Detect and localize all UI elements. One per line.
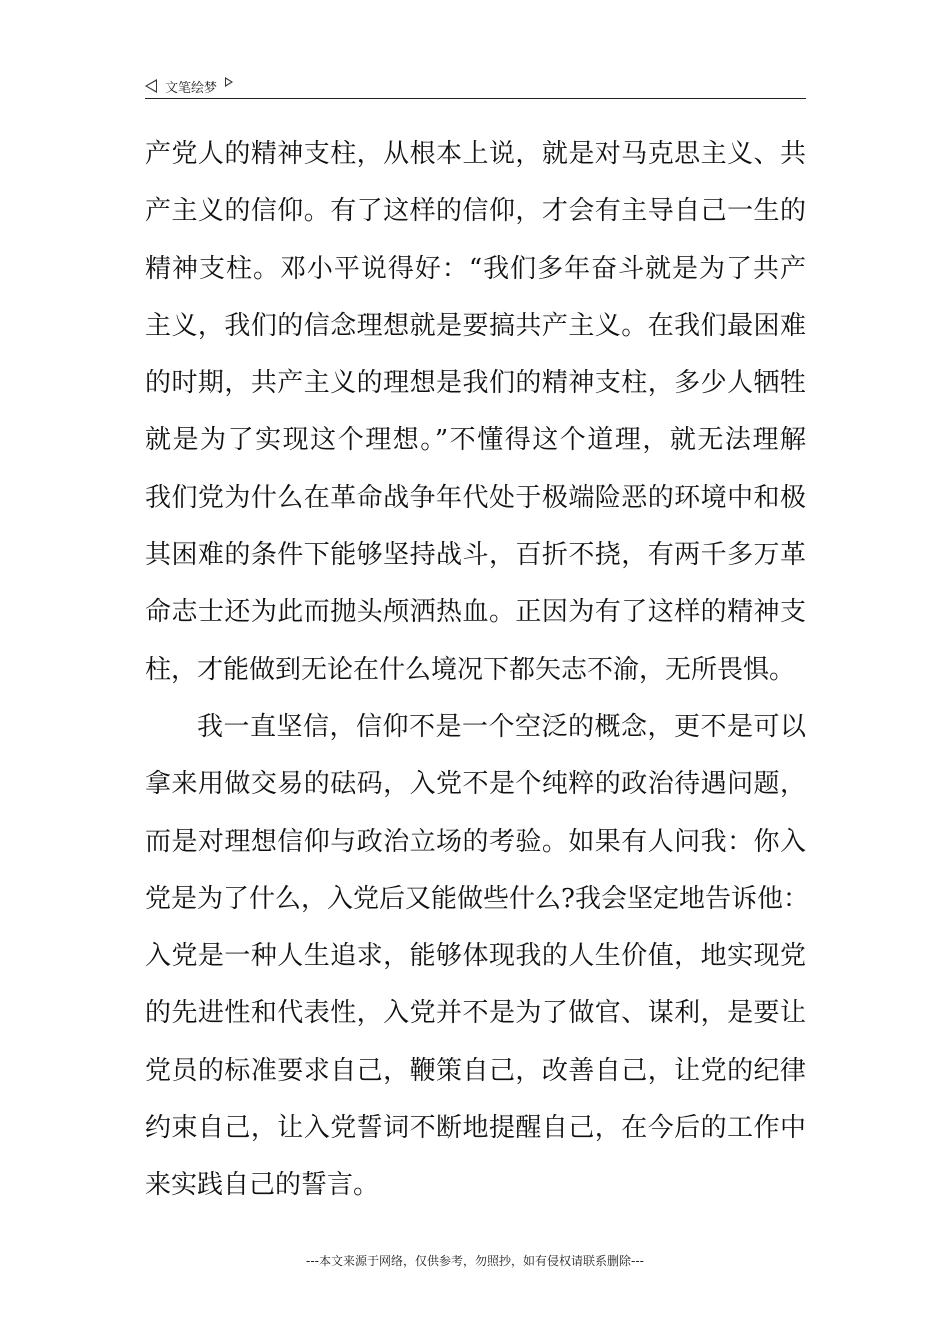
text-line: 产主义的信仰。有了这样的信仰，才会有主导自己一生的: [145, 196, 806, 227]
text-line: 党员的标准要求自己，鞭策自己，改善自己，让党的纪律: [145, 1055, 806, 1086]
header-title: 文笔绘梦: [165, 80, 218, 96]
text-line: 拿来用做交易的砝码，入党不是个纯粹的政治待遇问题，: [145, 769, 806, 800]
text-line: 来实践自己的誓言。: [145, 1170, 380, 1201]
text-line: 约束自己，让入党誓词不断地提醒自己，在今后的工作中: [145, 1113, 806, 1144]
footer-notice: ---本文来源于网络，仅供参考，勿照抄，如有侵权请联系删除---: [306, 1254, 644, 1268]
page-header: [145, 74, 806, 99]
paragraph-2: [145, 699, 809, 1215]
paragraph-1: [145, 126, 806, 699]
text-line: 的时期，共产主义的理想是我们的精神支柱，多少人牺牲: [145, 368, 806, 399]
triangle-right-icon: [225, 77, 233, 87]
text-line: 主义，我们的信念理想就是要搞共产主义。在我们最困难: [145, 310, 806, 341]
text-line: 精神支柱。邓小平说得好：“我们多年奋斗就是为了共产: [145, 253, 806, 284]
text-line: 党是为了什么，入党后又能做些什么?我会坚定地告诉他：: [145, 883, 809, 914]
text-line: 我一直坚信，信仰不是一个空泛的概念，更不是可以: [197, 711, 806, 742]
text-line: 我们党为什么在革命战争年代处于极端险恶的环境中和极: [145, 482, 806, 513]
triangle-left-icon: [145, 79, 157, 93]
text-line: 就是为了实现这个理想。”不懂得这个道理，就无法理解: [145, 425, 806, 456]
text-line: 命志士还为此而抛头颅洒热血。正因为有了这样的精神支: [145, 597, 806, 628]
text-line: 其困难的条件下能够坚持战斗，百折不挠，有两千多万革: [145, 540, 806, 571]
text-line: 的先进性和代表性，入党并不是为了做官、谋利，是要让: [145, 998, 806, 1029]
document-body: [145, 126, 809, 1215]
text-line: 而是对理想信仰与政治立场的考验。如果有人问我：你入: [145, 826, 806, 857]
text-line: 柱，才能做到无论在什么境况下都矢志不渝，无所畏惧。: [145, 654, 796, 685]
text-line: 产党人的精神支柱，从根本上说，就是对马克思主义、共: [145, 139, 806, 169]
text-line: 入党是一种人生追求，能够体现我的人生价值，地实现党: [145, 941, 806, 972]
